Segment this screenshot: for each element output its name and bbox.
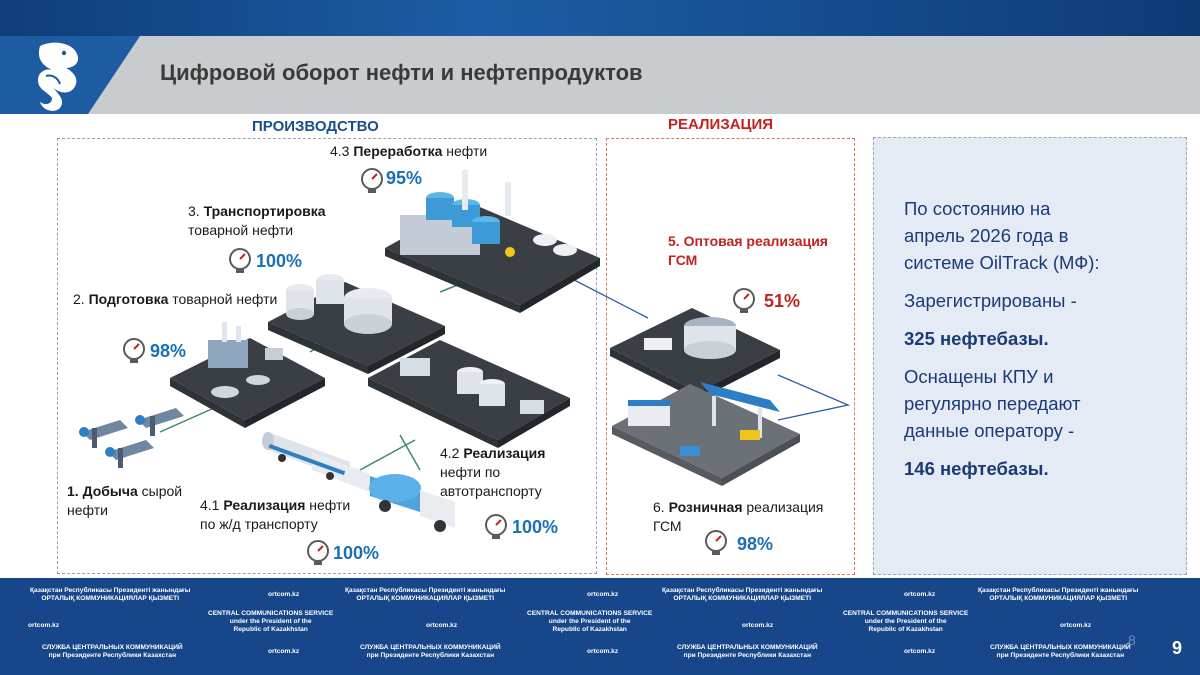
stage-2-label: 2. Подготовка товарной нефти [73, 291, 278, 307]
rail-tank-cars [262, 432, 370, 492]
footer-banner [0, 578, 1200, 675]
gauge-icon [732, 288, 756, 314]
registered-count: 325 нефтебазы. [904, 328, 1049, 349]
stage-3-percent: 100% [256, 251, 303, 271]
stage-3-label: 3. Транспортировка товарной нефти [188, 203, 326, 238]
footer-kz-org: Қазақстан Республикасы Президенті жанындағы ОРТАЛЫҚ КОММУНИКАЦИЯЛАР ҚЫЗМЕТІ [662, 587, 823, 603]
stage-6-percent: 98% [737, 534, 774, 554]
stage-5-label: 5. Оптовая реализация ГСМ [668, 233, 828, 268]
gauge-icon [228, 248, 252, 274]
stage-4-3-label: 4.3 Переработка нефти [330, 143, 488, 159]
footer-site: ortcom.kz [904, 591, 936, 598]
footer-site: ortcom.kz [587, 591, 619, 598]
info-line: Зарегистрированы - [904, 290, 1077, 311]
footer-en-org: CENTRAL COMMUNICATIONS SERVICE under the President of the Republic of Kazakhstan [208, 610, 334, 634]
stage-6-label: 6. Розничная реализация ГСМ [653, 499, 824, 534]
info-line: Оснащены КПУ и [904, 366, 1054, 387]
footer-kz-org: Қазақстан Республикасы Президенті жанындағы ОРТАЛЫҚ КОММУНИКАЦИЯЛАР ҚЫЗМЕТІ [345, 587, 506, 603]
stage-4-1-percent: 100% [333, 543, 380, 563]
pumpjack-icon [79, 408, 184, 468]
stage-1-label: 1. Добыча сырой нефти [67, 483, 183, 518]
stage-4-2-percent: 100% [512, 517, 559, 537]
footer-en-org: CENTRAL COMMUNICATIONS SERVICE under the President of the Republic of Kazakhstan [527, 610, 653, 634]
gauge-icon [484, 514, 508, 540]
footer-ru-org: СЛУЖБА ЦЕНТРАЛЬНЫХ КОММУНИКАЦИЙ при Президенте Республики Казахстан [990, 644, 1131, 660]
info-line: По состоянию на [904, 198, 1051, 219]
retail-station [612, 382, 800, 486]
info-line: системе OilTrack (МФ): [904, 252, 1100, 273]
stage-4-1-label: 4.1 Реализация нефти по ж/д транспорту [200, 497, 351, 532]
equipped-count: 146 нефтебазы. [904, 458, 1049, 479]
refinery-platform [385, 170, 600, 313]
stage-5-percent: 51% [764, 291, 801, 311]
section-production-title: ПРОИЗВОДСТВО [252, 118, 379, 135]
gauge-icon [704, 530, 728, 556]
footer-en-org: CENTRAL COMMUNICATIONS SERVICE under the President of the Republic of Kazakhstan [843, 610, 969, 634]
footer-site: ortcom.kz [426, 622, 458, 629]
page-title: Цифровой оборот нефти и нефтепродуктов [160, 60, 643, 85]
footer-site: ortcom.kz [742, 622, 774, 629]
wholesale-depot [610, 308, 780, 400]
section-realization-title: РЕАЛИЗАЦИЯ [668, 116, 774, 133]
footer-ru-org: СЛУЖБА ЦЕНТРАЛЬНЫХ КОММУНИКАЦИЙ при Президенте Республики Казахстан [42, 644, 183, 660]
footer-site: ortcom.kz [268, 591, 300, 598]
footer-kz-org: Қазақстан Республикасы Президенті жанындағы ОРТАЛЫҚ КОММУНИКАЦИЯЛАР ҚЫЗМЕТІ [978, 587, 1139, 603]
stage-4-3-percent: 95% [386, 168, 423, 188]
info-line: регулярно передают [904, 393, 1081, 414]
stage-4-2-label: 4.2 Реализация нефти по автотранспорту [440, 445, 546, 499]
gauge-icon [306, 540, 330, 566]
footer-site: ortcom.kz [1060, 622, 1092, 629]
footer-kz-org: Қазақстан Республикасы Президенті жанындағы ОРТАЛЫҚ КОММУНИКАЦИЯЛАР ҚЫЗМЕТІ [30, 587, 191, 603]
ghost-page-number: 8 [1128, 632, 1136, 648]
footer-site: ortcom.kz [904, 648, 936, 655]
oiltrack-info-box [873, 137, 1187, 575]
gauge-icon [360, 168, 384, 194]
footer-ru-org: СЛУЖБА ЦЕНТРАЛЬНЫХ КОММУНИКАЦИЙ при Президенте Республики Казахстан [677, 644, 818, 660]
footer-site: ortcom.kz [587, 648, 619, 655]
info-line: данные оператору - [904, 420, 1075, 441]
footer-site: ortcom.kz [28, 622, 60, 629]
gauge-icon [122, 338, 146, 364]
footer-site: ortcom.kz [268, 648, 300, 655]
stage-2-percent: 98% [150, 341, 187, 361]
info-line: апрель 2026 года в [904, 225, 1069, 246]
page-number: 9 [1171, 638, 1182, 658]
footer-ru-org: СЛУЖБА ЦЕНТРАЛЬНЫХ КОММУНИКАЦИЙ при Президенте Республики Казахстан [360, 644, 501, 660]
